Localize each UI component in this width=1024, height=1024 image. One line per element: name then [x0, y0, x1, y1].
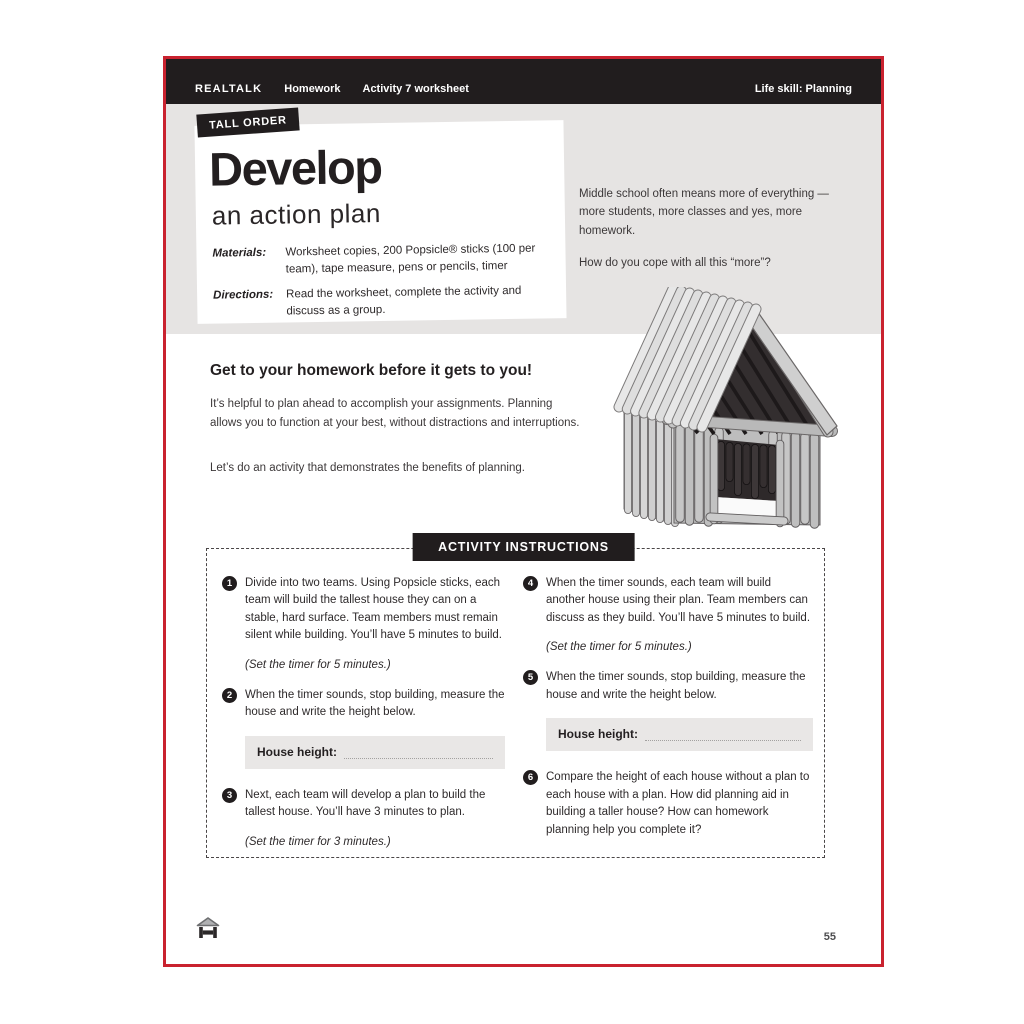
header-bar: [166, 59, 881, 104]
step-6-number: 6: [523, 770, 538, 785]
popsicle-house-illustration: [574, 287, 876, 536]
header-life-skill: Life skill: Planning: [754, 83, 852, 95]
title-card: [194, 120, 566, 324]
house-height-label-2: House height:: [558, 727, 638, 742]
materials-directions: [212, 240, 548, 321]
step-4: [523, 575, 813, 627]
activity-instructions-banner: ACTIVITY INSTRUCTIONS: [412, 533, 635, 561]
step-6-text: Compare the height of each house without a plan to each house with a plan. How did planning aid in building a taller house? How can homework planning help you complete it?: [546, 771, 810, 836]
directions-row: [213, 283, 548, 322]
step-6: [523, 769, 813, 839]
step-2: [222, 687, 505, 722]
step-1-note: (Set the timer for 5 minutes.): [245, 658, 391, 671]
page-number: 55: [823, 931, 836, 943]
activity-column-right: [523, 575, 813, 853]
activity-column-left: [222, 575, 505, 864]
tall-order-tag: TALL ORDER: [196, 107, 299, 137]
directions-value: Read the worksheet, complete the activity and discuss as a group.: [286, 285, 522, 318]
house-height-writein-line-1[interactable]: [344, 748, 493, 759]
step-5-text: When the timer sounds, stop building, measure the house and write the height below.: [546, 671, 806, 701]
materials-label: Materials:: [212, 246, 267, 260]
page-title: Develop: [208, 139, 382, 196]
step-4-number: 4: [523, 576, 538, 591]
step-2-text: When the timer sounds, stop building, measure the house and write the height below.: [245, 688, 505, 719]
intro-paragraph-1: Middle school often means more of everything — more students, more classes and yes, more homework.: [579, 188, 829, 237]
step-4-note: (Set the timer for 5 minutes.): [546, 641, 692, 654]
step-5-number: 5: [523, 670, 538, 685]
activity-instructions-box: [206, 548, 825, 858]
section-paragraph-1: It’s helpful to plan ahead to accomplish your assignments. Planning allows you to function at your best, without distractions and interruptions.: [210, 398, 580, 429]
step-2-number: 2: [222, 688, 237, 703]
house-height-label-1: House height:: [257, 744, 337, 759]
step-3: [222, 787, 505, 822]
brand-wordmark: REALTALK: [195, 83, 263, 95]
house-height-writein-line-2[interactable]: [645, 730, 801, 741]
popsicle-house-icon: [574, 287, 876, 531]
step-3-number: 3: [222, 788, 237, 803]
house-height-field-2[interactable]: [546, 718, 813, 751]
step-5: [523, 669, 813, 704]
section-heading: Get to your homework before it gets to you!: [210, 362, 533, 379]
header-left: [195, 83, 469, 95]
header-nav-homework: Homework: [284, 83, 341, 95]
header-nav-activity: Activity 7 worksheet: [362, 83, 469, 95]
step-3-text: Next, each team will develop a plan to build the tallest house. You’ll have 3 minutes to plan.: [245, 788, 486, 819]
worksheet-page: [163, 56, 884, 967]
step-1-number: 1: [222, 576, 237, 591]
house-logo-icon: [195, 915, 221, 945]
directions-label: Directions:: [213, 289, 274, 302]
house-height-field-1[interactable]: [245, 736, 505, 769]
page-subtitle: an action plan: [211, 197, 382, 231]
step-3-note: (Set the timer for 3 minutes.): [245, 835, 391, 848]
step-1: [222, 575, 505, 645]
intro-paragraph-2: How do you cope with all this “more”?: [579, 257, 771, 270]
intro-text: [579, 185, 829, 273]
step-4-text: When the timer sounds, each team will build another house using their plan. Team members can discuss as they build. You’ll have 5 minutes to build.: [546, 577, 811, 624]
section-paragraph-2: Let’s do an activity that demonstrates the benefits of planning.: [210, 462, 525, 474]
step-1-text: Divide into two teams. Using Popsicle sticks, each team will build the tallest house they can on a stable, hard surface. Team members must remain silent while building. You’ll have 5 minutes to build.: [245, 577, 502, 642]
materials-row: [212, 240, 547, 279]
materials-value: Worksheet copies, 200 Popsicle® sticks (100 per team), tape measure, pens or pencils, timer: [285, 242, 536, 276]
